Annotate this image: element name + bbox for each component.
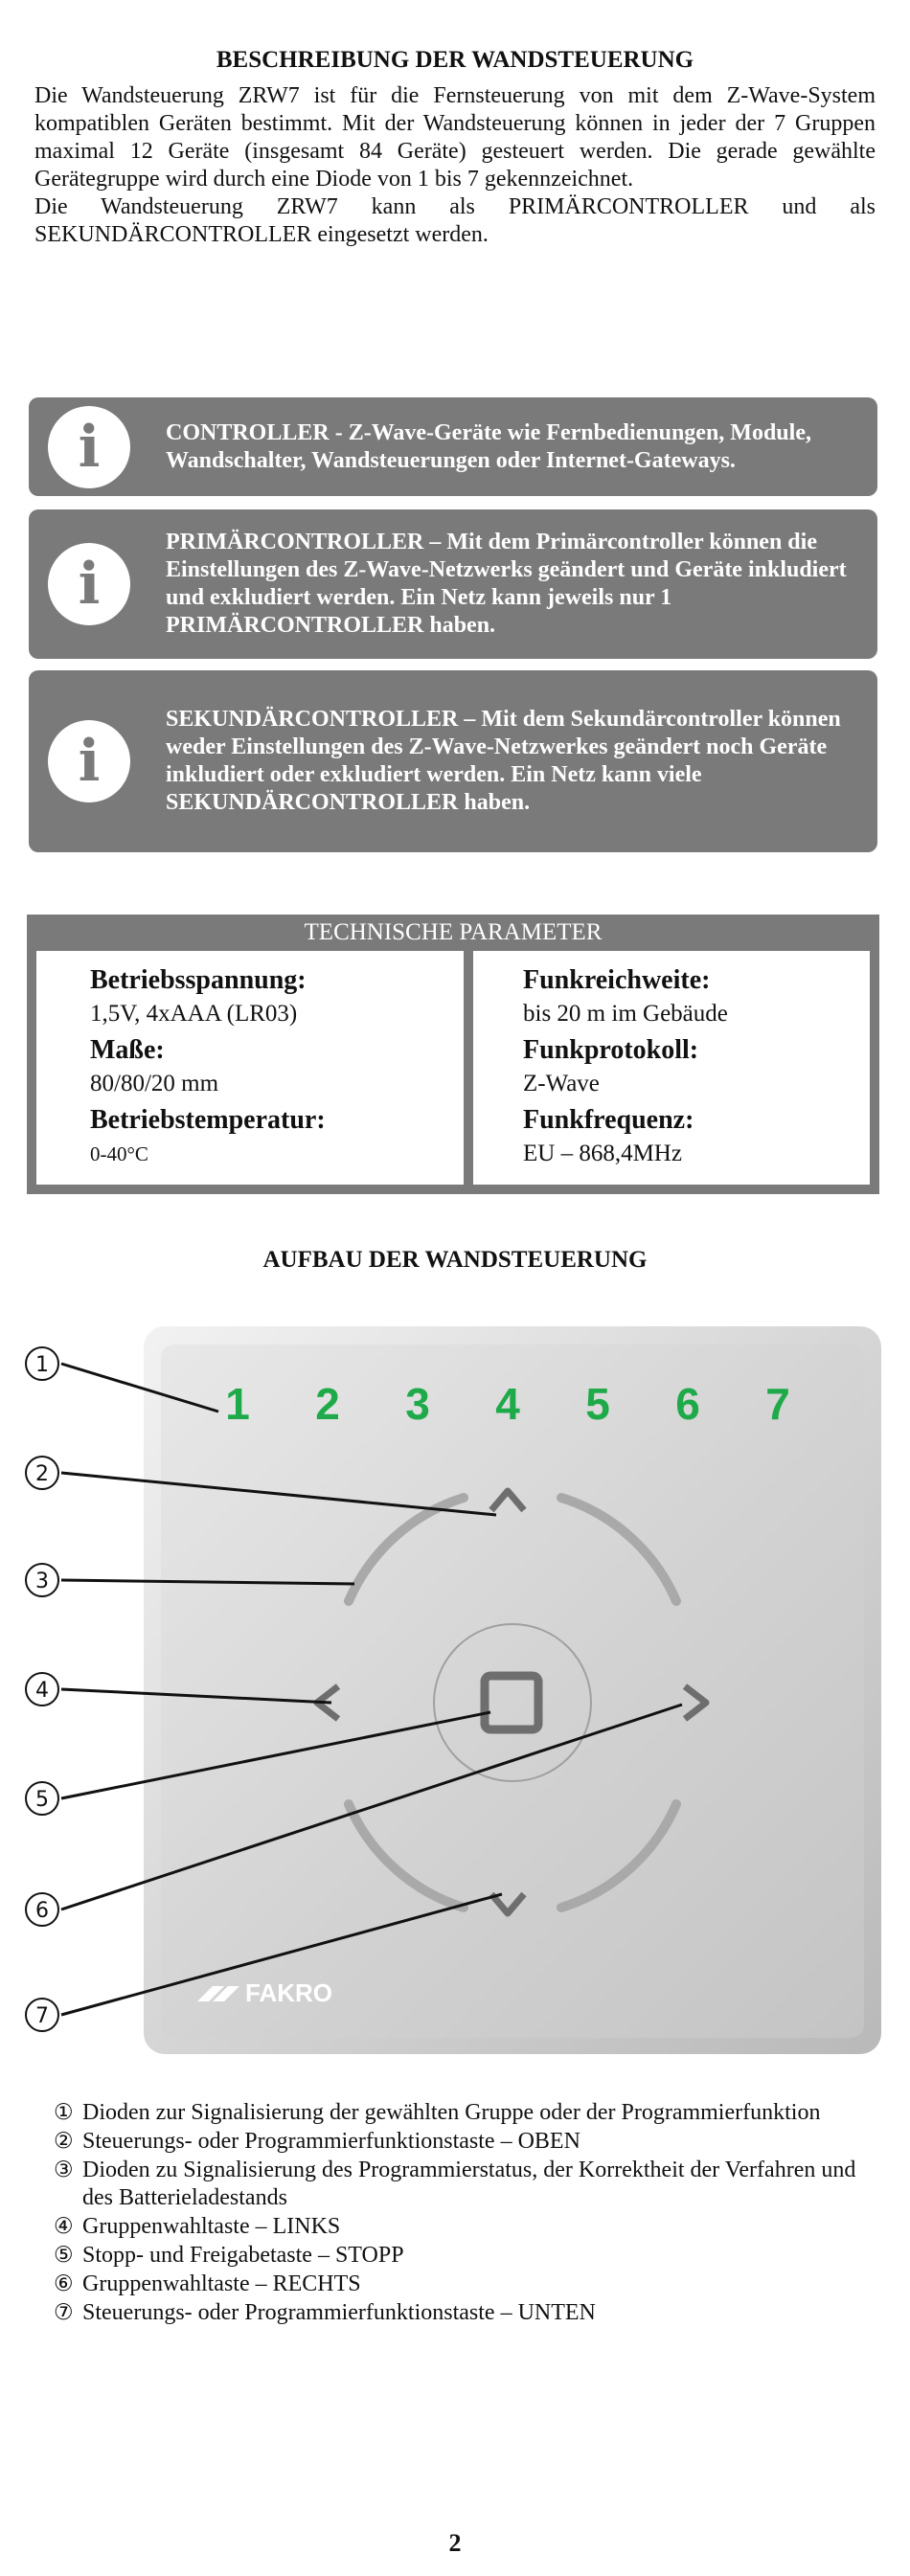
legend-text: Gruppenwahltaste – RECHTS <box>82 2271 361 2296</box>
param-value: EU – 868,4MHz <box>523 1141 682 1166</box>
legend-number: ① <box>54 2100 74 2125</box>
callout-number: 5 <box>35 1788 49 1812</box>
section-title-aufbau: AUFBAU DER WANDSTEUERUNG <box>262 1247 648 1273</box>
info-icon: i <box>48 543 130 625</box>
callout-number: 7 <box>35 2004 49 2028</box>
device-panel <box>161 1344 864 2038</box>
callout-number: 2 <box>35 1462 49 1486</box>
param-value: 1,5V, 4xAAA (LR03) <box>90 1001 298 1027</box>
intro-paragraph-1: Die Wandsteuerung ZRW7 ist für die Fernsteuerung von mit dem Z-Wave-System kompatiblen Geräten bestimmt. Mit der Wandsteuerung können in jeder der 7 Gruppen maximal 12 Geräte (insgesamt 84 Geräte) gesteuert werden. Die gerade gewählte Gerätegruppe wird durch eine Diode von 1 bis 7 gekennzeichnet. <box>34 83 876 192</box>
legend-text: Steuerungs- oder Programmierfunktionstaste – UNTEN <box>82 2300 596 2325</box>
intro-paragraph-2: Die Wandsteuerung ZRW7 kann als PRIMÄRCONTROLLER und als SEKUNDÄRCONTROLLER eingesetzt werden. <box>34 194 876 247</box>
legend-item <box>54 2128 887 2156</box>
wall-controller-diagram <box>0 1302 910 2068</box>
info-box-text: PRIMÄRCONTROLLER – Mit dem Primärcontroller können die Einstellungen des Z-Wave-Netzwerks geändert und Geräte inkludiert und exkludiert werden. Ein Netz kann jeweils nur 1 PRIMÄRCONTROLLER haben. <box>166 530 847 638</box>
param-label: Funkreichweite: <box>523 965 711 995</box>
technical-parameters-table <box>27 915 879 1194</box>
legend-number: ③ <box>54 2158 74 2182</box>
legend-item <box>54 2299 887 2327</box>
group-led-7: 7 <box>765 1379 790 1429</box>
component-legend <box>54 2099 887 2328</box>
param-label: Maße: <box>90 1035 165 1065</box>
legend-item <box>54 2271 887 2298</box>
param-label: Betriebstemperatur: <box>90 1105 326 1135</box>
page-title: BESCHREIBUNG DER WANDSTEUERUNG <box>216 47 694 73</box>
callout-number: 6 <box>35 1899 49 1923</box>
legend-item <box>54 2099 887 2127</box>
legend-number: ⑦ <box>54 2300 74 2325</box>
legend-number: ⑥ <box>54 2271 74 2296</box>
legend-text: Stopp- und Freigabetaste – STOPP <box>82 2243 404 2268</box>
page-number: 2 <box>448 2529 462 2557</box>
info-box-secondary-controller <box>29 670 877 852</box>
info-box-text: CONTROLLER - Z-Wave-Geräte wie Fernbedienungen, Module, Wandschalter, Wandsteuerungen oder Internet-Gateways. <box>166 419 811 473</box>
legend-item <box>54 2213 887 2241</box>
callout-number: 1 <box>35 1353 49 1377</box>
info-icon: i <box>48 720 130 802</box>
group-led-5: 5 <box>585 1379 610 1429</box>
param-label: Funkprotokoll: <box>523 1035 699 1065</box>
svg-text:FAKRO: FAKRO <box>245 1978 332 2007</box>
info-box-controller <box>29 397 877 496</box>
technical-parameters-left <box>36 951 464 1185</box>
param-label: Betriebsspannung: <box>90 965 307 995</box>
legend-text: Dioden zu Signalisierung des Programmierstatus, der Korrektheit der Verfahren und des Batterieladestands <box>82 2158 856 2210</box>
group-led-1: 1 <box>225 1379 250 1429</box>
technical-parameters-right <box>473 951 870 1185</box>
param-value: 80/80/20 mm <box>90 1071 219 1096</box>
param-value: 0-40°C <box>90 1142 148 1165</box>
intro-text <box>34 82 876 249</box>
legend-item <box>54 2157 887 2212</box>
legend-text: Gruppenwahltaste – LINKS <box>82 2214 341 2239</box>
param-value: bis 20 m im Gebäude <box>523 1001 728 1027</box>
group-led-2: 2 <box>315 1379 340 1429</box>
group-led-4: 4 <box>495 1379 520 1429</box>
info-box-primary-controller <box>29 509 877 659</box>
group-led-6: 6 <box>675 1379 700 1429</box>
legend-text: Dioden zur Signalisierung der gewählten Gruppe oder der Programmierfunktion <box>82 2100 821 2125</box>
info-box-text: SEKUNDÄRCONTROLLER – Mit dem Sekundärcontroller können weder Einstellungen des Z-Wave-Netzwerkes geändert noch Geräte inkludiert oder exkludiert werden. Ein Netz kann viele SEKUNDÄRCONTROLLER haben. <box>166 707 841 815</box>
group-led-3: 3 <box>405 1379 430 1429</box>
callout-number: 4 <box>35 1679 49 1703</box>
legend-number: ⑤ <box>54 2243 74 2268</box>
param-label: Funkfrequenz: <box>523 1105 694 1135</box>
legend-number: ② <box>54 2129 74 2154</box>
callout-number: 3 <box>35 1570 49 1593</box>
legend-number: ④ <box>54 2214 74 2239</box>
callout-markers <box>26 1347 58 2031</box>
legend-item <box>54 2242 887 2270</box>
param-value: Z-Wave <box>523 1071 600 1096</box>
technical-parameters-heading: TECHNISCHE PARAMETER <box>304 919 603 945</box>
legend-text: Steuerungs- oder Programmierfunktionstaste – OBEN <box>82 2129 580 2154</box>
info-icon: i <box>48 406 130 488</box>
